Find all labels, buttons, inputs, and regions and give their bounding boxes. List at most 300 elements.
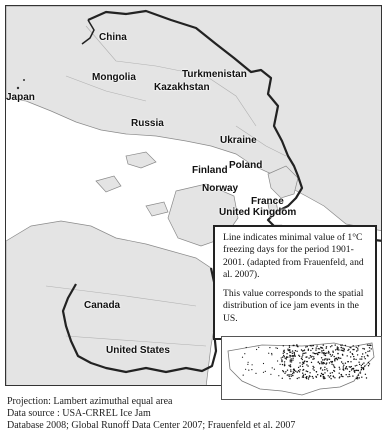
ice-jam-point xyxy=(332,354,333,355)
ice-jam-point xyxy=(302,353,303,354)
ice-jam-point xyxy=(296,351,297,352)
label-ukraine: Ukraine xyxy=(220,135,257,146)
ice-jam-point xyxy=(358,345,359,346)
ice-jam-point xyxy=(346,366,347,367)
ice-jam-point xyxy=(339,368,340,369)
ice-jam-point xyxy=(358,362,359,363)
ice-jam-point xyxy=(295,371,296,372)
label-mongolia: Mongolia xyxy=(92,72,136,83)
ice-jam-point xyxy=(290,364,291,365)
ice-jam-point xyxy=(297,378,298,379)
ice-jam-point xyxy=(357,370,358,371)
ice-jam-point xyxy=(334,377,335,378)
ice-jam-point xyxy=(369,347,370,348)
ice-jam-point xyxy=(286,356,287,357)
ice-jam-point xyxy=(343,369,344,370)
ice-jam-point xyxy=(363,369,364,370)
ice-jam-point xyxy=(316,345,317,346)
ice-jam-point xyxy=(349,371,350,372)
ice-jam-point xyxy=(347,355,348,356)
ice-jam-point xyxy=(289,366,290,367)
ice-jam-point xyxy=(282,357,283,358)
ice-jam-point xyxy=(309,376,310,377)
ice-jam-point xyxy=(362,353,363,354)
ice-jam-point xyxy=(368,345,369,346)
ice-jam-point xyxy=(289,378,290,379)
ice-jam-point xyxy=(277,360,278,361)
caption-projection: Projection: Lambert azimuthal equal area xyxy=(7,396,173,407)
ice-jam-point xyxy=(282,378,283,379)
ice-jam-point xyxy=(342,363,343,364)
ice-jam-point xyxy=(345,345,346,346)
ice-jam-point xyxy=(306,364,307,365)
ice-jam-point xyxy=(364,348,365,349)
ice-jam-point xyxy=(304,349,305,350)
ice-jam-point xyxy=(353,368,354,369)
ice-jam-point xyxy=(322,369,323,370)
ice-jam-point xyxy=(289,347,290,348)
ice-jam-point xyxy=(278,375,279,376)
ice-jam-point xyxy=(359,358,360,359)
ice-jam-point xyxy=(315,353,316,354)
ice-jam-point xyxy=(291,376,292,377)
ice-jam-point xyxy=(337,346,338,347)
ice-jam-point xyxy=(251,369,252,370)
ice-jam-point xyxy=(288,350,289,351)
ice-jam-point xyxy=(312,368,313,369)
ice-jam-point xyxy=(307,365,308,366)
ice-jam-point xyxy=(302,354,303,355)
ice-jam-point xyxy=(297,371,298,372)
ice-jam-point xyxy=(332,351,333,352)
ice-jam-point xyxy=(303,363,304,364)
ice-jam-point xyxy=(313,358,314,359)
ice-jam-point xyxy=(356,347,357,348)
ice-jam-point xyxy=(330,375,331,376)
label-russia: Russia xyxy=(131,118,164,129)
ice-jam-point xyxy=(297,346,298,347)
ice-jam-point xyxy=(342,354,343,355)
ice-jam-point xyxy=(263,372,264,373)
ice-jam-point xyxy=(361,377,362,378)
ice-jam-point xyxy=(284,364,285,365)
ice-jam-point xyxy=(347,350,348,351)
ice-jam-point xyxy=(305,346,306,347)
ice-jam-point xyxy=(284,356,285,357)
ice-jam-point xyxy=(361,367,362,368)
label-japan: Japan xyxy=(6,92,35,103)
ice-jam-point xyxy=(352,368,353,369)
ice-jam-point xyxy=(349,374,350,375)
ice-jam-point xyxy=(247,364,248,365)
ice-jam-point xyxy=(359,364,360,365)
ice-jam-point xyxy=(313,356,314,357)
ice-jam-point xyxy=(325,353,326,354)
ice-jam-point xyxy=(284,352,285,353)
ice-jam-point xyxy=(291,361,292,362)
ice-jam-point xyxy=(352,375,353,376)
label-finland: Finland xyxy=(192,165,228,176)
ice-jam-point xyxy=(302,362,303,363)
ice-jam-point xyxy=(315,349,316,350)
ice-jam-point xyxy=(343,350,344,351)
ice-jam-point xyxy=(361,369,362,370)
ice-jam-point xyxy=(246,347,247,348)
ice-jam-point xyxy=(242,357,243,358)
label-norway: Norway xyxy=(202,183,239,194)
ice-jam-point xyxy=(353,359,354,360)
ice-jam-point xyxy=(265,371,266,372)
ice-jam-point xyxy=(298,370,299,371)
ice-jam-point xyxy=(290,369,291,370)
ice-jam-point xyxy=(328,351,329,352)
ice-jam-point xyxy=(300,365,301,366)
ice-jam-point xyxy=(340,345,341,346)
ice-jam-point xyxy=(288,374,289,375)
ice-jam-point xyxy=(324,354,325,355)
ice-jam-point xyxy=(367,355,368,356)
ice-jam-point xyxy=(301,349,302,350)
ice-jam-point xyxy=(326,348,327,349)
label-china: China xyxy=(99,32,127,43)
ice-jam-point xyxy=(331,356,332,357)
ice-jam-point xyxy=(337,349,338,350)
ice-jam-point xyxy=(281,361,282,362)
ice-jam-point xyxy=(337,359,338,360)
ice-jam-point xyxy=(302,350,303,351)
ice-jam-point xyxy=(290,360,291,361)
ice-jam-point xyxy=(359,377,360,378)
ice-jam-point xyxy=(353,356,354,357)
ice-jam-points xyxy=(242,344,372,379)
ice-jam-point xyxy=(318,352,319,353)
ice-jam-point xyxy=(323,350,324,351)
ice-jam-point xyxy=(292,353,293,354)
label-canada: Canada xyxy=(84,300,121,311)
ice-jam-point xyxy=(341,361,342,362)
ice-jam-point xyxy=(350,361,351,362)
ice-jam-point xyxy=(268,353,269,354)
ice-jam-point xyxy=(248,370,249,371)
ice-jam-point xyxy=(269,347,270,348)
ice-jam-point xyxy=(324,363,325,364)
ice-jam-point xyxy=(275,347,276,348)
ice-jam-point xyxy=(324,369,325,370)
ice-jam-point xyxy=(333,370,334,371)
ice-jam-point xyxy=(312,348,313,349)
ice-jam-point xyxy=(316,347,317,348)
ice-jam-point xyxy=(358,375,359,376)
ice-jam-point xyxy=(292,373,293,374)
ice-jam-point xyxy=(294,352,295,353)
ice-jam-point xyxy=(364,365,365,366)
ice-jam-point xyxy=(323,352,324,353)
ice-jam-point xyxy=(357,377,358,378)
ice-jam-point xyxy=(292,375,293,376)
ice-jam-point xyxy=(327,370,328,371)
ice-jam-point xyxy=(325,355,326,356)
ice-jam-point xyxy=(354,370,355,371)
ice-jam-point xyxy=(326,368,327,369)
ice-jam-point xyxy=(306,370,307,371)
ice-jam-point xyxy=(342,376,343,377)
ice-jam-point xyxy=(290,371,291,372)
ice-jam-point xyxy=(325,358,326,359)
ice-jam-point xyxy=(369,350,370,351)
ice-jam-point xyxy=(340,358,341,359)
ice-jam-point xyxy=(306,356,307,357)
ice-jam-point xyxy=(298,377,299,378)
ice-jam-point xyxy=(358,370,359,371)
ice-jam-point xyxy=(345,367,346,368)
ice-jam-point xyxy=(332,372,333,373)
ice-jam-point xyxy=(302,366,303,367)
ice-jam-point xyxy=(306,361,307,362)
ice-jam-point xyxy=(317,354,318,355)
ice-jam-point xyxy=(283,345,284,346)
ice-jam-point xyxy=(344,348,345,349)
ice-jam-point xyxy=(312,376,313,377)
ice-jam-point xyxy=(318,348,319,349)
ice-jam-point xyxy=(280,364,281,365)
ice-jam-point xyxy=(337,353,338,354)
label-united-states: United States xyxy=(106,345,170,356)
ice-jam-point xyxy=(301,356,302,357)
ice-jam-point xyxy=(286,353,287,354)
ice-jam-point xyxy=(277,348,278,349)
annotation-paragraph-1: Line indicates minimal value of 1°C freezing days for the period 1901-2001. (adapted from Frauenfeld, and al. 2007). xyxy=(223,232,364,280)
ice-jam-point xyxy=(306,378,307,379)
ice-jam-point xyxy=(299,356,300,357)
ice-jam-point xyxy=(323,374,324,375)
ice-jam-point xyxy=(271,354,272,355)
ice-jam-point xyxy=(314,370,315,371)
ice-jam-point xyxy=(357,349,358,350)
ice-jam-point xyxy=(350,356,351,357)
ice-jam-point xyxy=(290,352,291,353)
ice-jam-point xyxy=(320,368,321,369)
ice-jam-point xyxy=(287,374,288,375)
ice-jam-point xyxy=(322,359,323,360)
ice-jam-point xyxy=(294,353,295,354)
ice-jam-point xyxy=(271,353,272,354)
ice-jam-point xyxy=(258,347,259,348)
annotation-paragraph-2: This value corresponds to the spatial distribution of ice jam events in the US. xyxy=(223,288,364,324)
ice-jam-point xyxy=(362,348,363,349)
ice-jam-point xyxy=(301,358,302,359)
ice-jam-point xyxy=(339,367,340,368)
ice-jam-point xyxy=(305,374,306,375)
ice-jam-point xyxy=(311,345,312,346)
ice-jam-point xyxy=(334,356,335,357)
ice-jam-point xyxy=(371,348,372,349)
caption-reference: Database 2008; Global Runoff Data Center 2007; Frauenfeld et al. 2007 xyxy=(7,420,296,431)
ice-jam-point xyxy=(312,352,313,353)
ice-jam-point xyxy=(322,363,323,364)
ice-jam-point xyxy=(281,357,282,358)
ice-jam-point xyxy=(310,355,311,356)
ice-jam-point xyxy=(342,344,343,345)
ice-jam-point xyxy=(346,374,347,375)
ice-jam-point xyxy=(320,347,321,348)
ice-jam-point xyxy=(292,358,293,359)
ice-jam-point xyxy=(311,362,312,363)
ice-jam-point xyxy=(321,350,322,351)
ice-jam-point xyxy=(315,376,316,377)
ice-jam-point xyxy=(255,373,256,374)
ice-jam-point xyxy=(308,357,309,358)
ice-jam-point xyxy=(285,358,286,359)
caption-source: Data source : USA-CRREL Ice Jam xyxy=(7,408,151,419)
ice-jam-point xyxy=(308,378,309,379)
ice-jam-point xyxy=(362,364,363,365)
label-france: France xyxy=(251,196,284,207)
ice-jam-point xyxy=(365,358,366,359)
ice-jam-point xyxy=(339,373,340,374)
ice-jam-point xyxy=(365,374,366,375)
ice-jam-point xyxy=(321,357,322,358)
ice-jam-point xyxy=(292,350,293,351)
ice-jam-point xyxy=(345,363,346,364)
ice-jam-point xyxy=(347,368,348,369)
ice-jam-point xyxy=(357,348,358,349)
ice-jam-point xyxy=(326,346,327,347)
ice-jam-point xyxy=(294,354,295,355)
ice-jam-point xyxy=(321,361,322,362)
ice-jam-point xyxy=(365,352,366,353)
ice-jam-point xyxy=(252,364,253,365)
ice-jam-point xyxy=(274,369,275,370)
ice-jam-point xyxy=(309,372,310,373)
ice-jam-point xyxy=(290,361,291,362)
ice-jam-point xyxy=(285,371,286,372)
ice-jam-point xyxy=(289,356,290,357)
ice-jam-point xyxy=(256,349,257,350)
ice-jam-point xyxy=(319,352,320,353)
label-united-kingdom: United Kingdom xyxy=(219,207,297,218)
ice-jam-point xyxy=(290,355,291,356)
ice-jam-point xyxy=(313,367,314,368)
ice-jam-point xyxy=(289,345,290,346)
ice-jam-point xyxy=(244,353,245,354)
ice-jam-point xyxy=(295,350,296,351)
ice-jam-point xyxy=(287,349,288,350)
ice-jam-point xyxy=(293,368,294,369)
ice-jam-point xyxy=(324,359,325,360)
ice-jam-point xyxy=(356,378,357,379)
ice-jam-point xyxy=(284,373,285,374)
ice-jam-point xyxy=(338,358,339,359)
ice-jam-point xyxy=(302,364,303,365)
ice-jam-point xyxy=(294,370,295,371)
ice-jam-point xyxy=(292,359,293,360)
ice-jam-point xyxy=(351,369,352,370)
ice-jam-point xyxy=(326,352,327,353)
arctic-islands xyxy=(96,152,168,216)
ice-jam-point xyxy=(341,347,342,348)
ice-jam-point xyxy=(319,363,320,364)
ice-jam-point xyxy=(347,376,348,377)
ice-jam-point xyxy=(245,369,246,370)
ice-jam-point xyxy=(368,365,369,366)
ice-jam-point xyxy=(310,350,311,351)
ice-jam-point xyxy=(263,363,264,364)
ice-jam-point xyxy=(287,370,288,371)
label-poland: Poland xyxy=(229,160,263,171)
ice-jam-point xyxy=(353,345,354,346)
ice-jam-point xyxy=(272,367,273,368)
ice-jam-point xyxy=(305,352,306,353)
ice-jam-point xyxy=(367,344,368,345)
ice-jam-point xyxy=(282,364,283,365)
ice-jam-point xyxy=(321,352,322,353)
ice-jam-point xyxy=(354,372,355,373)
ice-jam-point xyxy=(311,356,312,357)
ice-jam-point xyxy=(368,362,369,363)
ice-jam-point xyxy=(308,377,309,378)
ice-jam-point xyxy=(335,344,336,345)
ice-jam-point xyxy=(324,378,325,379)
ice-jam-point xyxy=(356,350,357,351)
ice-jam-point xyxy=(355,365,356,366)
ice-jam-point xyxy=(304,353,305,354)
ice-jam-point xyxy=(307,371,308,372)
ice-jam-point xyxy=(349,366,350,367)
ice-jam-point xyxy=(323,376,324,377)
ice-jam-point xyxy=(341,350,342,351)
ice-jam-point xyxy=(366,377,367,378)
ice-jam-point xyxy=(324,367,325,368)
ice-jam-point xyxy=(343,366,344,367)
ice-jam-point xyxy=(320,376,321,377)
ice-jam-point xyxy=(330,378,331,379)
ice-jam-point xyxy=(333,364,334,365)
ice-jam-point xyxy=(284,365,285,366)
ice-jam-point xyxy=(350,347,351,348)
ice-jam-point xyxy=(324,372,325,373)
ice-jam-point xyxy=(367,351,368,352)
ice-jam-point xyxy=(303,369,304,370)
ice-jam-point xyxy=(334,360,335,361)
ice-jam-point xyxy=(283,355,284,356)
ice-jam-point xyxy=(356,365,357,366)
ice-jam-point xyxy=(284,361,285,362)
ice-jam-point xyxy=(330,361,331,362)
ice-jam-point xyxy=(328,375,329,376)
annotation-box xyxy=(213,225,377,340)
ice-jam-point xyxy=(293,372,294,373)
ice-jam-point xyxy=(248,362,249,363)
ice-jam-point xyxy=(357,354,358,355)
ice-jam-point xyxy=(329,362,330,363)
ice-jam-point xyxy=(350,351,351,352)
ice-jam-point xyxy=(355,359,356,360)
ice-jam-point xyxy=(348,361,349,362)
ice-jam-point xyxy=(363,362,364,363)
ice-jam-point xyxy=(302,376,303,377)
inset-svg xyxy=(222,337,381,399)
ice-jam-point xyxy=(352,354,353,355)
ice-jam-point xyxy=(331,364,332,365)
ice-jam-point xyxy=(291,358,292,359)
ice-jam-point xyxy=(302,373,303,374)
ice-jam-point xyxy=(351,366,352,367)
ice-jam-point xyxy=(293,345,294,346)
ice-jam-point xyxy=(339,376,340,377)
ice-jam-point xyxy=(330,354,331,355)
ice-jam-point xyxy=(330,346,331,347)
ice-jam-point xyxy=(317,374,318,375)
